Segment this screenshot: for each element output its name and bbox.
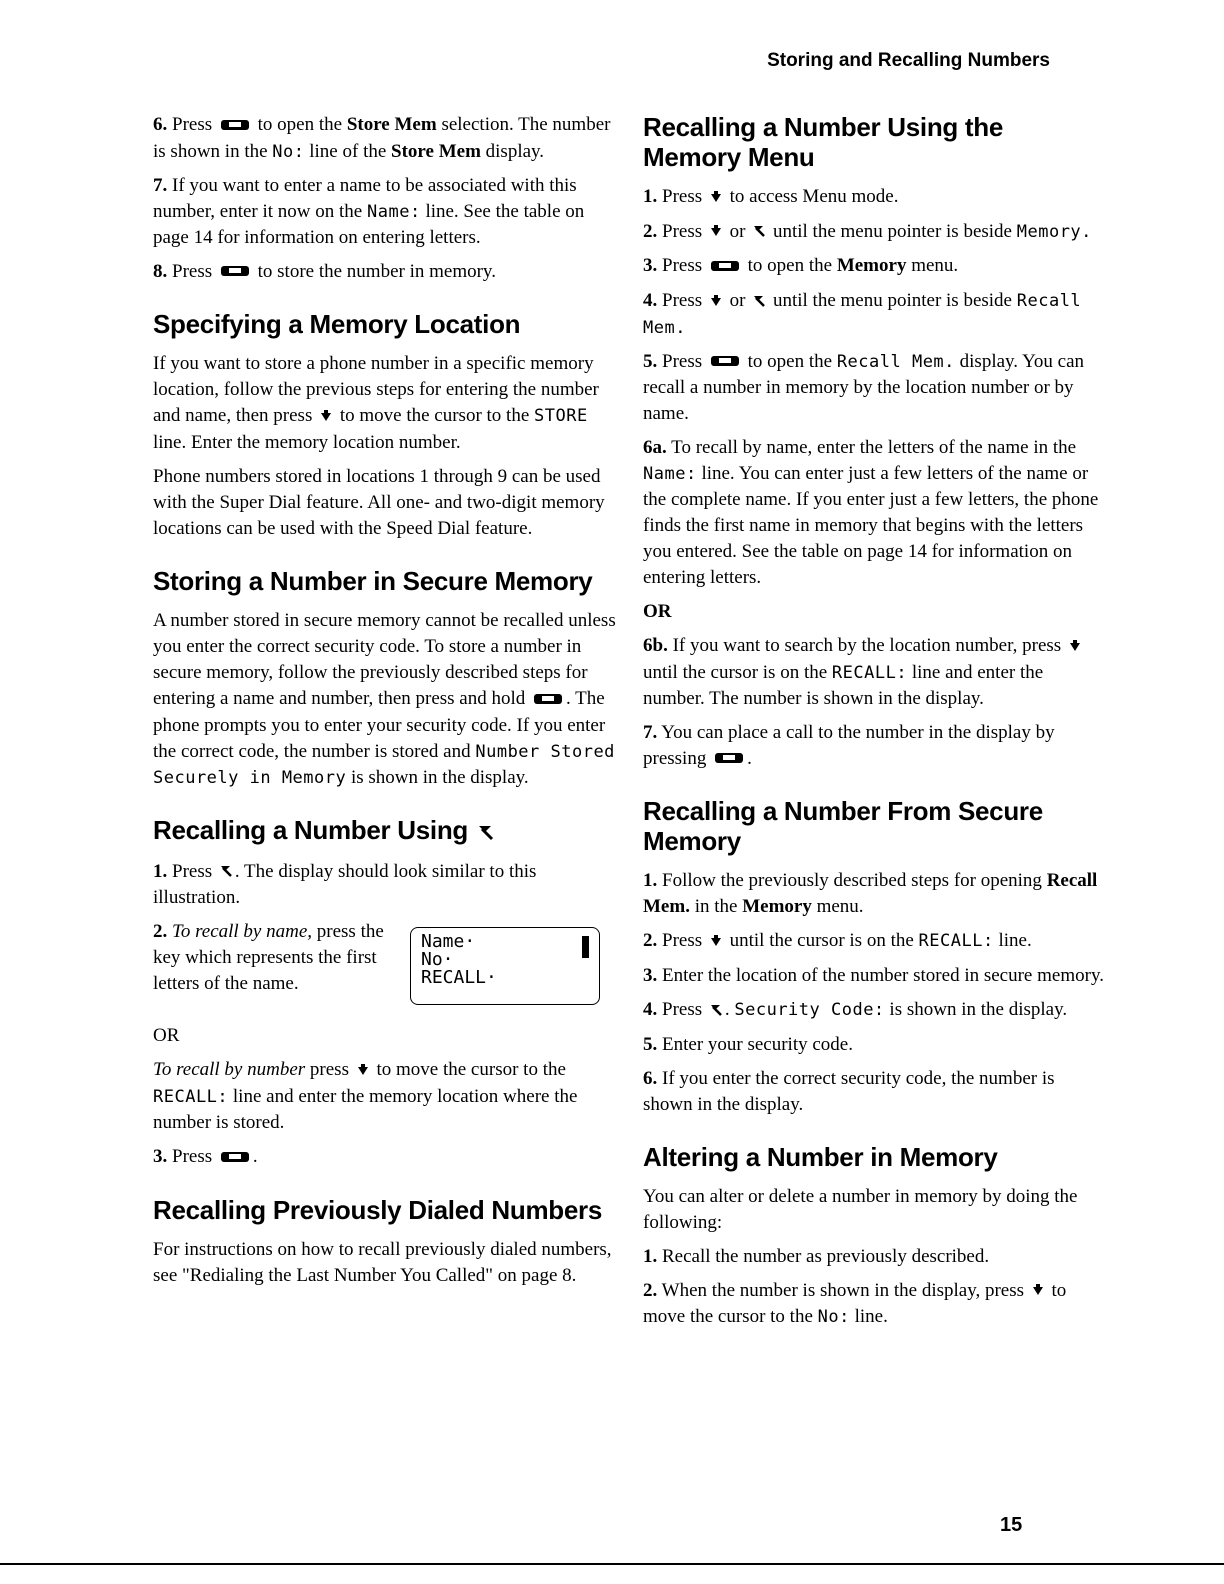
- down-arrow-key-icon: [710, 219, 722, 245]
- lcd-line-recall: RECALL·: [421, 967, 497, 989]
- left-column: [153, 112, 618, 1297]
- lcd-display-illustration: [410, 927, 600, 1005]
- section-heading: Recalling a Number Using the Memory Menu: [643, 112, 1004, 172]
- step-6b: 6b. If you want to search by the location number, press until the cursor is on the RECALL: line and enter the number. The number is shown in the display.: [643, 633, 1105, 712]
- step-2: 2. To recall by name, press the key which represents the first letters of the name. Name· No· RECALL·: [153, 919, 618, 1023]
- step-1: 1. Press . The display should look similar to this illustration.: [153, 860, 537, 909]
- up-arrow-key-icon: [478, 817, 494, 847]
- step-5: 5. Enter your security code.: [643, 1033, 853, 1055]
- step-7: 7. You can place a call to the number in the display by pressing .: [643, 720, 1105, 773]
- down-arrow-key-icon: [710, 185, 722, 211]
- step-1: 1. Recall the number as previously described.: [643, 1245, 990, 1267]
- down-arrow-key-icon: [357, 1058, 369, 1084]
- bottom-rule: [0, 1563, 1224, 1565]
- yes-key-icon: [220, 1145, 250, 1171]
- step-2: 2. Press or until the menu pointer is beside Memory.: [643, 219, 1105, 246]
- section-heading: Recalling a Number Using: [153, 815, 618, 847]
- or-label: OR: [643, 601, 672, 623]
- paragraph: You can alter or delete a number in memory by doing the following:: [643, 1185, 1078, 1233]
- step-3: 3. Press .: [153, 1144, 618, 1171]
- step-2-alt: To recall by number press to move the cursor to the RECALL: line and enter the memory location where the number is stored.: [153, 1059, 578, 1133]
- step-2: 2. When the number is shown in the display, press to move the cursor to the No: line.: [643, 1279, 1067, 1328]
- yes-key-icon: [220, 259, 250, 285]
- step-6a: 6a. To recall by name, enter the letters of the name in the Name: line. You can enter just a few letters of the name or the complete name. If you enter just a few letters, the phone finds the first name in memory that begins with the letters you entered. See the table on page 14 for information on entering letters.: [643, 437, 1099, 589]
- down-arrow-key-icon: [1069, 634, 1081, 660]
- yes-key-icon: [710, 349, 740, 375]
- down-arrow-key-icon: [1032, 1278, 1044, 1304]
- lcd-line-no: No·: [421, 949, 454, 971]
- paragraph: A number stored in secure memory cannot be recalled unless you enter the correct security code. To store a number in secure memory, follow the previously described steps for entering a name and number, then press and hold . The phone prompts you to enter your security code. If you enter the correct code, the number is stored and Number Stored Securely in Memory is shown in the display.: [153, 609, 616, 788]
- running-header: Storing and Recalling Numbers: [767, 50, 1050, 71]
- page-number: 15: [1000, 1514, 1023, 1536]
- step-3: 3. Enter the location of the number stored in secure memory.: [643, 965, 1104, 987]
- lcd-line-name: Name·: [421, 931, 476, 953]
- step-2: 2. Press until the cursor is on the RECALL: line.: [643, 928, 1105, 955]
- step-8: 8. Press to store the number in memory.: [153, 259, 618, 286]
- up-arrow-key-icon: [753, 219, 765, 245]
- down-arrow-key-icon: [710, 289, 722, 315]
- down-arrow-key-icon: [710, 929, 722, 955]
- section-heading: Recalling a Number From Secure Memory: [643, 796, 1043, 857]
- paragraph: For instructions on how to recall previously dialed numbers, see "Redialing the Last Number You Called" on page 8.: [153, 1238, 612, 1286]
- section-heading: Specifying a Memory Location: [153, 309, 521, 340]
- step-4: 4. Press or until the menu pointer is beside Recall Mem.: [643, 289, 1082, 338]
- up-arrow-key-icon: [753, 289, 765, 315]
- step-3: 3. Press to open the Memory menu.: [643, 253, 1105, 280]
- section-heading: Recalling Previously Dialed Numbers: [153, 1194, 602, 1225]
- step-7: 7. If you want to enter a name to be associated with this number, enter it now on the Name: line. See the table on page 14 for information on entering letters.: [153, 174, 585, 248]
- step-1: 1. Press to access Menu mode.: [643, 184, 1105, 211]
- up-arrow-key-icon: [710, 998, 722, 1024]
- step-6: 6. Press to open the Store Mem selection. The number is shown in the No: line of the Store Mem display.: [153, 114, 611, 162]
- lcd-cursor: [582, 936, 589, 958]
- yes-key-icon: [710, 254, 740, 280]
- step-4: 4. Press . Security Code: is shown in the display.: [643, 997, 1105, 1024]
- paragraph: Phone numbers stored in locations 1 through 9 can be used with the Super Dial feature. All one- and two-digit memory locations can be used with the Speed Dial feature.: [153, 465, 605, 539]
- yes-key-icon: [533, 687, 563, 713]
- step-6: 6. If you enter the correct security code, the number is shown in the display.: [643, 1067, 1055, 1115]
- right-column: [643, 112, 1105, 1338]
- down-arrow-key-icon: [320, 404, 332, 430]
- step-5: 5. Press to open the Recall Mem. display. You can recall a number in memory by the location number or by name.: [643, 350, 1085, 425]
- yes-key-icon: [220, 113, 250, 139]
- or-label: OR: [153, 1025, 180, 1047]
- up-arrow-key-icon: [220, 859, 232, 885]
- section-heading: Storing a Number in Secure Memory: [153, 565, 593, 596]
- yes-key-icon: [714, 746, 744, 772]
- paragraph: If you want to store a phone number in a specific memory location, follow the previous steps for entering the number and name, then press to move the cursor to the STORE line. Enter the memory location number.: [153, 353, 599, 453]
- section-heading: Altering a Number in Memory: [643, 1141, 998, 1172]
- step-1: 1. Follow the previously described steps for opening Recall Mem. in the Memory menu.: [643, 870, 1098, 918]
